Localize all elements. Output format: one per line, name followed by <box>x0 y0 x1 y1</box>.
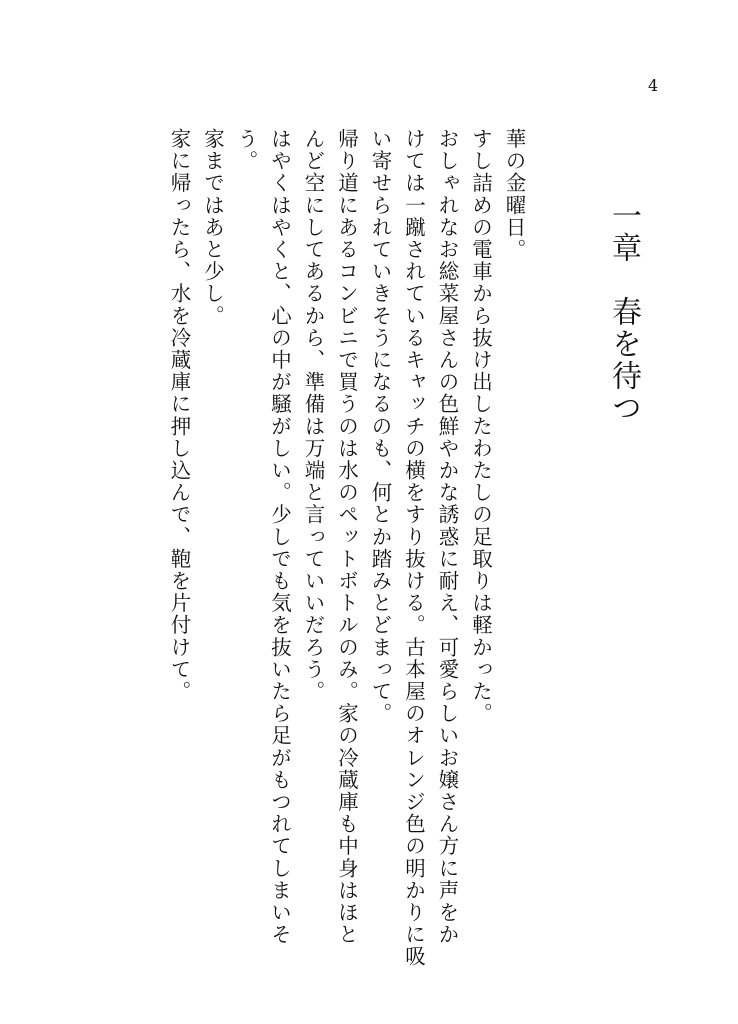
body-line: 家まではあと少し。 <box>200 128 225 327</box>
body-line: はやくはやくと、心の中が騒がしい。少しでも気を抜いたら足がもつれてしまいそ <box>267 128 292 946</box>
body-line: 帰り道にあるコンビニで買うのは水のペットボトルのみ。家の冷蔵庫も中身はほと <box>334 128 359 946</box>
body-line: う。 <box>234 128 258 173</box>
page-number: 4 <box>648 76 659 95</box>
chapter-title: 一章 春を待つ <box>606 200 641 424</box>
body-line: んど空にしてあるから、準備は万端と言っていいだろう。 <box>301 128 325 703</box>
body-line: おしゃれなお総菜屋さんの色鮮やかな誘惑に耐え、可愛らしいお嬢さん方に声をか <box>435 128 459 946</box>
body-line: けては一蹴されているキャッチの横をすり抜ける。古本屋のオレンジ色の明かりに吸 <box>401 128 426 968</box>
body-line: い寄せられていきそうになるのも、何とか踏みとどまって。 <box>368 128 392 725</box>
body-line: 華の金曜日。 <box>502 128 526 261</box>
body-line: すし詰めの電車から抜け出したわたしの足取りは軽かった。 <box>468 128 493 725</box>
vertical-text-block <box>162 128 641 968</box>
body-line: 家に帰ったら、水を冷蔵庫に押し込んで、鞄を片付けて。 <box>167 128 191 703</box>
